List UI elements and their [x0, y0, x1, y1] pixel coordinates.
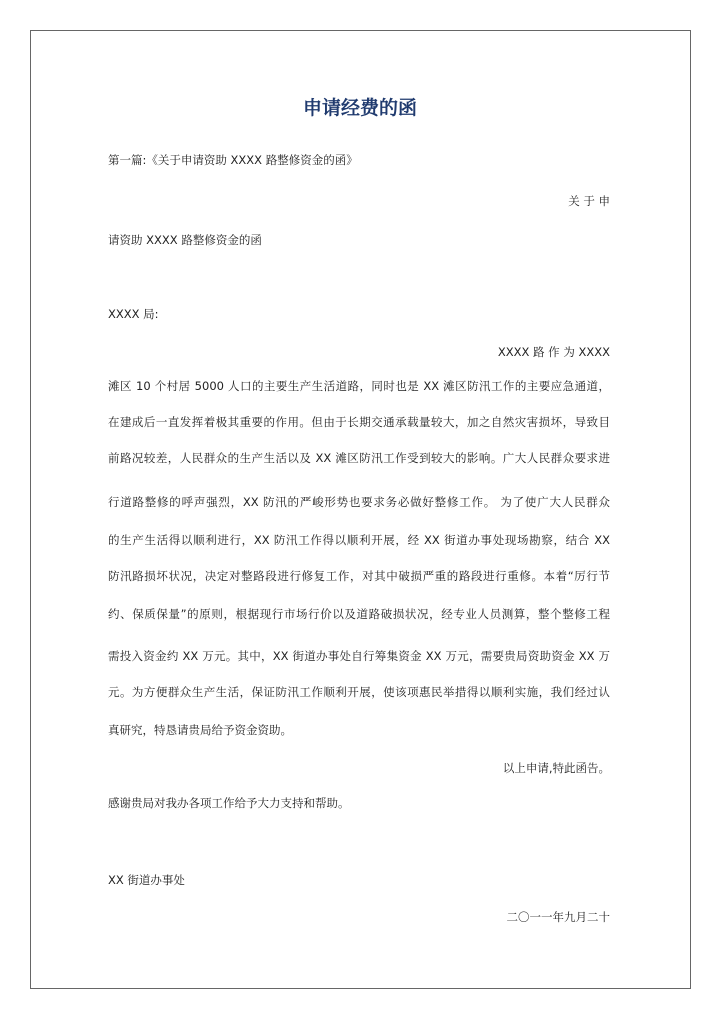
salutation: XXXX 局:	[108, 307, 159, 321]
subtitle: 第一篇:《关于申请资助 XXXX 路整修资金的函》	[108, 153, 358, 167]
body-line: 元。为方便群众生产生活，保证防汛工作顺利开展，使该项惠民举措得以顺利实施，我们经过认	[108, 685, 610, 699]
date: 二〇一一年九月二十	[506, 910, 610, 924]
body-first-line: XXXX 路 作 为 XXXX	[497, 345, 610, 359]
body-line: 防汛路损坏状况，决定对整路段进行修复工作，对其中破损严重的路段进行重修。本着“厉行节	[108, 569, 610, 583]
body-line: 的生产生活得以顺利进行，XX 防汛工作得以顺利开展，经 XX 街道办事处现场勘察，结合 XX	[108, 533, 610, 547]
heading-left: 请资助 XXXX 路整修资金的函	[108, 233, 262, 247]
body-line: 真研究，特恳请贵局给予资金资助。	[108, 723, 292, 737]
document-title: 申请经费的函	[302, 97, 417, 119]
signature: XX 街道办事处	[108, 873, 185, 887]
body-line: 行道路整修的呼声强烈，XX 防汛的严峻形势也要求务必做好整修工作。 为了使广大人民群众	[108, 495, 610, 509]
heading-right: 关 于 申	[568, 194, 610, 208]
body-line: 滩区 10 个村居 5000 人口的主要生产生活道路，同时也是 XX 滩区防汛工作的主要应急通道，	[108, 379, 610, 393]
body-line: 在建成后一直发挥着极其重要的作用。但由于长期交通承载量较大，加之自然灾害损坏，导致目	[108, 415, 610, 429]
closing: 以上申请,特此函告。	[502, 761, 610, 775]
body-line: 约、保质保量”的原则，根据现行市场行价以及道路破损状况，经专业人员测算，整个整修工程	[108, 607, 610, 621]
body-line: 前路况较差，人民群众的生产生活以及 XX 滩区防汛工作受到较大的影响。广大人民群众要求进	[108, 451, 610, 465]
body-line: 需投入资金约 XX 万元。其中，XX 街道办事处自行筹集资金 XX 万元，需要贵局资助资金 XX 万	[108, 649, 610, 663]
thanks: 感谢贵局对我办各项工作给予大力支持和帮助。	[108, 796, 350, 810]
